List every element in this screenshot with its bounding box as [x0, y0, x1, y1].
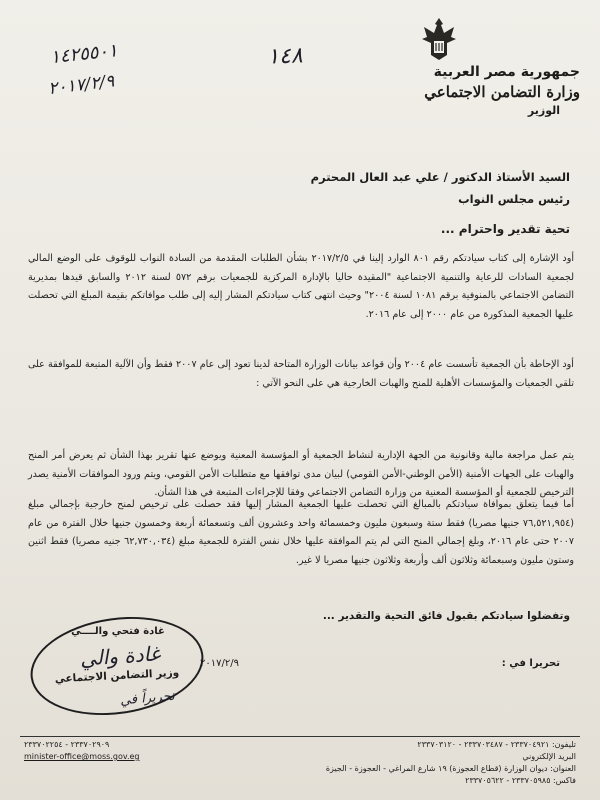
- handwritten-date: ٢٠١٧/٢/٩: [47, 71, 116, 100]
- greeting: تحية تقدير واحترام ...: [440, 222, 570, 236]
- footer-phone-label: تليفون: ٢٣٣٧٠٤٩٢١ - ٢٣٣٧٠٣٤٨٧ - ٢٣٣٧٠٣١٢٠: [417, 740, 576, 749]
- signoff-label: تحريرا في :: [501, 658, 560, 669]
- handwritten-signature: غادة والي: [79, 641, 161, 671]
- footer-email[interactable]: minister-office@moss.gov.eg: [24, 752, 140, 761]
- header-minister-label: الوزير: [527, 104, 560, 117]
- header-country: جمهورية مصر العربية: [433, 64, 580, 80]
- signature-name: غادة فتحي والــــي: [71, 626, 165, 637]
- header-ministry: وزارة التضامن الاجتماعي: [424, 83, 580, 101]
- document-number: ١٤٨: [266, 43, 304, 70]
- addressee-name: السيد الأستاذ الدكتور / علي عبد العال المحترم: [310, 170, 570, 184]
- signoff-date: ٢٠١٧/٢/٩: [200, 658, 239, 669]
- addressee-title: رئيس مجلس النواب: [458, 192, 570, 206]
- signature-flourish: تحريراً في: [119, 688, 176, 709]
- body-paragraph-3: يتم عمل مراجعة مالية وقانونية من الجهة الإدارية لنشاط الجمعية أو المؤسسة المعنية ويوضع عنها تقرير بهذا الشأن ثم يعرض أمر المنح والهبات على الجهات الأمنية (الأمن الوطني-الأمن القومي) لبيان مدى توافقها مع متطلبات الأمن القومي، ويتم ورود الموافقات الأمنية يصدر الترخيص للجمعية أو المؤسسة المعنية من وزارة التضامن الاجتماعي وفقا للإجراءات المتبعة في هذا الشأن.: [28, 450, 574, 498]
- footer-divider: [20, 736, 580, 737]
- footer-phone-numbers: ٢٣٣٧٠٢٩٠٩ - ٢٣٣٧٠٢٢٥٤: [24, 740, 110, 749]
- footer-email-label: البريد الإلكتروني: [522, 752, 576, 761]
- body-paragraph-2: أود الإحاطة بأن الجمعية تأسست عام ٢٠٠٤ وأن قواعد بيانات الوزارة المتاحة لدينا تعود إلى عام ٢٠٠٧ فقط وأن الآلية المتبعة للموافقة على تلقي الجمعيات والمؤسسات الأهلية للمنح والهبات الخارجية هي على النحو الآتي :: [28, 359, 574, 389]
- body-paragraph-4: أما فيما يتعلق بموافاة سيادتكم بالمبالغ التي تحصلت عليها الجمعية المشار إليها فقد حصلت على ترخيص لمنح خارجية بإجمالي مبلغ (٧٦,٥٢١,٩٥٤ جنيها مصريا) فقط ستة وسبعون مليون وخمسمائة واحد وعشرون ألف وتسعمائة أربعة وخمسون جنيها خلال الفترة من عام ٢٠٠٧ حتى عام ٢٠١٦، وبلغ إجمالي المنح التي لم يتم الموافقة عليها خلال نفس الفترة للجمعية مبلغ (٦٢,٧٣٠,٠٣٤ جنيه مصريا) فقط اثنين وستون مليون وسبعمائة وثلاثون ألف وأربعة وثلاثون جنيها مصريا لا غير.: [28, 499, 575, 566]
- eagle-emblem-icon: [420, 15, 458, 63]
- footer-fax: فاكس: ٢٣٣٧٠٥٩٨٥ - ٢٣٣٧٠٥٦٢٢: [465, 776, 576, 785]
- signature-title: وزير التضامن الاجتماعي: [54, 666, 180, 686]
- closing-line: وتفضلوا سيادتكم بقبول فائق التحية والتقدير ...: [322, 610, 570, 622]
- handwritten-reference-number: ١٤٢٥٥٠١: [49, 40, 119, 69]
- footer-address: العنوان: ديوان الوزارة (قطاع العجوزة) ١٩ شارع المراغي - العجوزة - الجيزة: [325, 764, 576, 773]
- body-paragraph-1: أود الإشارة إلى كتاب سيادتكم رقم ٨٠١ الوارد إلينا في ٢٠١٧/٢/٥ بشأن الطلبات المقدمة من السادة النواب للوقوف على الوضع المالي لجمعية السادات للرعاية والتنمية الاجتماعية "المقيدة حاليا بالإدارة المركزية للجمعيات برقم ٥٧٢ لسنة ٢٠١٢ والسابق قيدها بمديرية التضامن الاجتماعي بالمنوفية برقم ١٠٨١ لسنة ٢٠٠٤" وحيث انتهى كتاب سيادتكم المشار إليه إلى طلب موافاتكم بقيمة المبلغ التي تحصلت عليها الجمعية المذكورة من عام ٢٠٠٠ إلى عام ٢٠١٦.: [28, 253, 575, 320]
